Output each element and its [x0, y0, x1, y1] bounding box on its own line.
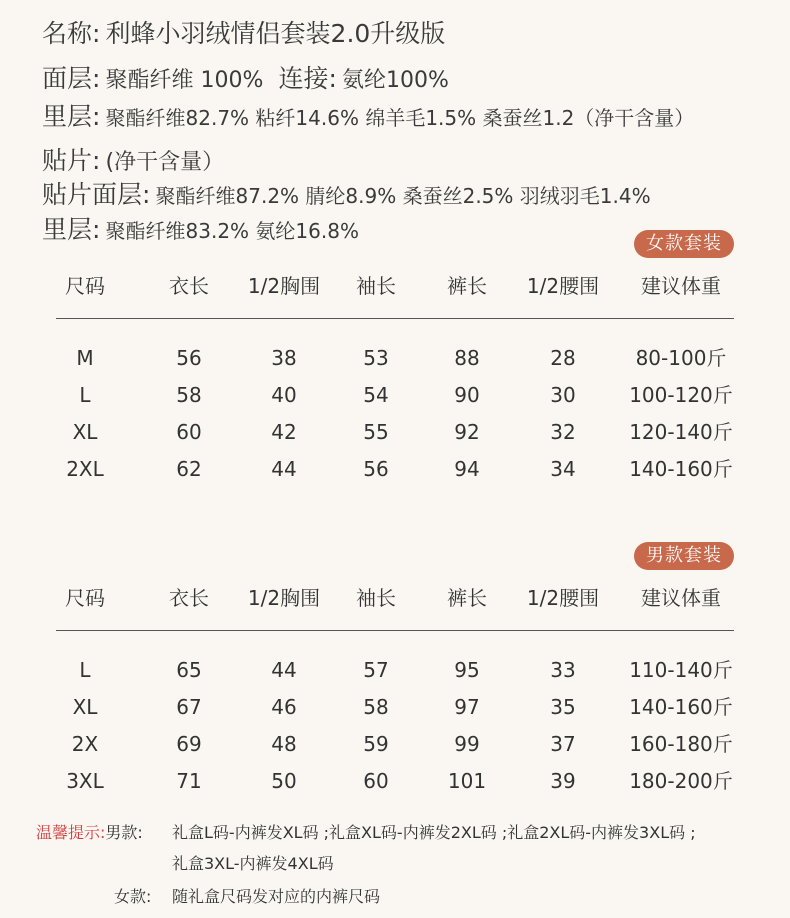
table-cell: 99: [454, 732, 480, 756]
table-cell: 60: [363, 769, 389, 793]
patch-lining-line: [42, 210, 359, 246]
table-cell: 94: [454, 457, 480, 481]
table-row: [44, 726, 744, 763]
table-cell: 160-180斤: [629, 732, 733, 756]
table-cell: 88: [454, 346, 480, 370]
patch-lining-value: 聚酯纤维83.2% 氨纶16.8%: [105, 219, 359, 243]
table-cell: 60: [176, 420, 202, 444]
patch-outer-line: [42, 175, 651, 211]
table-cell: 37: [550, 732, 576, 756]
patch-outer-label: 贴片面层:: [42, 180, 151, 209]
product-name-value: 利蜂小羽绒情侣套装2.0升级版: [105, 19, 446, 48]
table-cell: 69: [176, 732, 202, 756]
table-cell: 100-120斤: [629, 383, 733, 407]
table-row: [44, 763, 744, 800]
header-cell: 衣长: [169, 274, 209, 298]
patch-line: [42, 141, 224, 177]
table-cell: 101: [447, 769, 487, 793]
header-cell: 1/2腰围: [526, 274, 600, 298]
men-set-badge: 男款套装: [634, 542, 734, 570]
table-cell: L: [79, 658, 91, 682]
table-cell: XL: [72, 420, 98, 444]
table-cell: 71: [176, 769, 202, 793]
table-row: [44, 377, 744, 414]
table-cell: 28: [550, 346, 576, 370]
table-cell: 58: [363, 695, 389, 719]
table-cell: 80-100斤: [635, 346, 727, 370]
header-cell: 尺码: [65, 586, 105, 610]
table-cell: 140-160斤: [629, 695, 733, 719]
header-cell: 建议体重: [641, 274, 721, 298]
header-divider: [56, 318, 734, 319]
table-cell: 44: [271, 457, 297, 481]
patch-lining-label: 里层:: [42, 215, 101, 244]
women-set-badge: 女款套装: [634, 230, 734, 258]
outer-layer-line: [42, 59, 449, 95]
header-cell: 1/2胸围: [247, 274, 321, 298]
table-cell: 32: [550, 420, 576, 444]
tips-women-label: 女款:: [114, 887, 152, 906]
table-cell: 90: [454, 383, 480, 407]
header-cell: 裤长: [447, 274, 487, 298]
table-cell: 48: [271, 732, 297, 756]
table-cell: 3XL: [66, 769, 104, 793]
table-cell: 54: [363, 383, 389, 407]
table-row: [44, 451, 744, 488]
outer-layer-label: 面层:: [42, 64, 101, 93]
table-row: [44, 340, 744, 377]
table-cell: 2XL: [66, 457, 104, 481]
table-cell: XL: [72, 695, 98, 719]
table-cell: 97: [454, 695, 480, 719]
header-divider: [56, 630, 734, 631]
table-cell: 65: [176, 658, 202, 682]
tips-women-text: 随礼盒尺码发对应的内裤尺码: [172, 887, 381, 906]
table-cell: 110-140斤: [629, 658, 733, 682]
table-header: [44, 580, 744, 617]
table-cell: 55: [363, 420, 389, 444]
table-cell: 62: [176, 457, 202, 481]
lining-line: [42, 97, 694, 133]
table-cell: M: [76, 346, 94, 370]
table-cell: 120-140斤: [629, 420, 733, 444]
tips-men-line1: 礼盒L码-内裤发XL码 ;礼盒XL码-内裤发2XL码 ;礼盒2XL码-内裤发3XL码 ;: [172, 823, 696, 842]
tips-label: 温馨提示:: [36, 823, 106, 842]
table-cell: 67: [176, 695, 202, 719]
table-cell: 44: [271, 658, 297, 682]
product-name-line: [42, 14, 445, 50]
tips-men-line2: 礼盒3XL-内裤发4XL码: [172, 854, 334, 873]
table-cell: 140-160斤: [629, 457, 733, 481]
table-cell: 39: [550, 769, 576, 793]
patch-value: (净干含量）: [105, 150, 225, 175]
table-cell: 30: [550, 383, 576, 407]
table-cell: 180-200斤: [629, 769, 733, 793]
header-cell: 尺码: [65, 274, 105, 298]
header-cell: 裤长: [447, 586, 487, 610]
table-cell: L: [79, 383, 91, 407]
table-cell: 95: [454, 658, 480, 682]
header-cell: 1/2胸围: [247, 586, 321, 610]
table-cell: 35: [550, 695, 576, 719]
table-cell: 33: [550, 658, 576, 682]
table-cell: 56: [363, 457, 389, 481]
header-cell: 衣长: [169, 586, 209, 610]
table-cell: 42: [271, 420, 297, 444]
patch-label: 贴片:: [42, 146, 101, 175]
product-name-label: 名称:: [42, 19, 101, 48]
table-cell: 53: [363, 346, 389, 370]
table-row: [44, 689, 744, 726]
table-cell: 56: [176, 346, 202, 370]
table-cell: 57: [363, 658, 389, 682]
header-cell: 袖长: [356, 586, 396, 610]
table-cell: 38: [271, 346, 297, 370]
table-cell: 34: [550, 457, 576, 481]
table-cell: 58: [176, 383, 202, 407]
header-cell: 1/2腰围: [526, 586, 600, 610]
table-cell: 46: [271, 695, 297, 719]
lining-label: 里层:: [42, 102, 101, 131]
table-cell: 2X: [71, 732, 99, 756]
table-cell: 92: [454, 420, 480, 444]
connect-label: 连接:: [278, 64, 337, 93]
table-row: [44, 652, 744, 689]
table-cell: 59: [363, 732, 389, 756]
table-cell: 50: [271, 769, 297, 793]
header-cell: 袖长: [356, 274, 396, 298]
tips-men-label: 男款:: [105, 823, 143, 842]
header-cell: 建议体重: [641, 586, 721, 610]
table-header: [44, 268, 744, 305]
table-row: [44, 414, 744, 451]
lining-value: 聚酯纤维82.7% 粘纤14.6% 绵羊毛1.5% 桑蚕丝1.2（净干含量）: [105, 106, 695, 130]
patch-outer-value: 聚酯纤维87.2% 腈纶8.9% 桑蚕丝2.5% 羽绒羽毛1.4%: [155, 184, 651, 208]
connect-value: 氨纶100%: [342, 68, 449, 93]
outer-layer-value: 聚酯纤维 100%: [105, 68, 264, 93]
table-cell: 40: [271, 383, 297, 407]
